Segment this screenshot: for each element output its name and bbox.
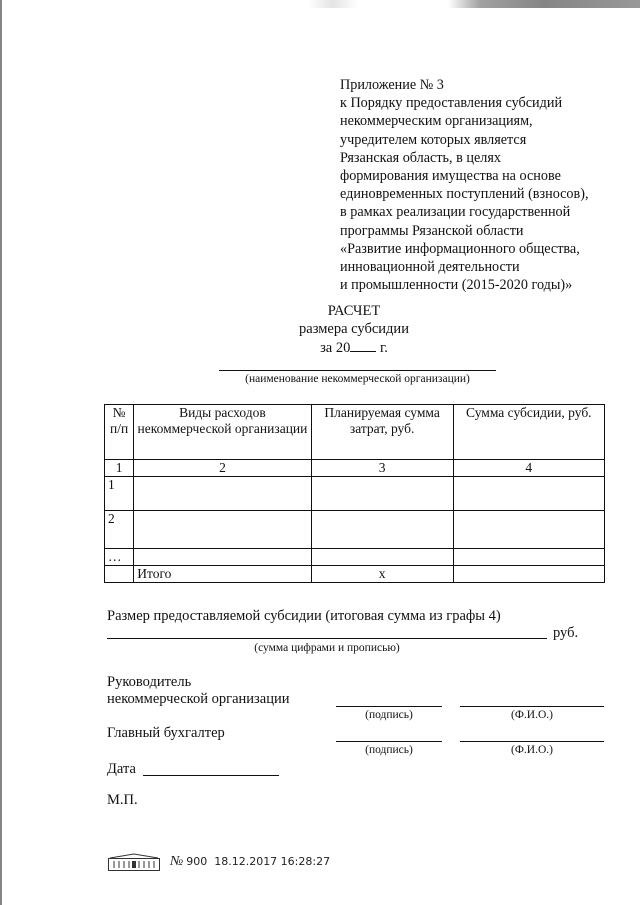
org-name-caption: (наименование некоммерческой организации) [245, 373, 470, 385]
appendix-line: некоммерческим организациям, [340, 113, 533, 130]
appendix-line: к Порядку предоставления субсидий [340, 95, 563, 112]
calculation-title: РАСЧЕТ [327, 303, 381, 319]
column-number: 3 [311, 460, 453, 477]
appendix-line: Приложение № 3 [340, 77, 444, 93]
appendix-line: инновационной деятельности [340, 259, 520, 276]
calculation-subtitle: размера субсидии [299, 321, 409, 337]
column-number-row [105, 460, 605, 477]
stamp-place-label: М.П. [107, 792, 138, 808]
scan-left-edge [0, 0, 2, 905]
year-blank[interactable] [350, 340, 376, 352]
appendix-line: в рамках реализации государственной [340, 204, 571, 221]
accountant-signature-caption: (подпись) [365, 744, 413, 756]
table-row [105, 511, 605, 549]
appendix-line: и промышленности (2015-2020 годы)» [340, 277, 573, 294]
registration-footer [108, 853, 330, 871]
table-row [105, 477, 605, 511]
table-cell [105, 566, 134, 583]
appendix-line: формирования имущества на основе [340, 168, 561, 185]
column-number: 2 [134, 460, 311, 477]
subsidy-amount-caption: (сумма цифрами и прописью) [254, 642, 400, 654]
head-signature-line[interactable] [336, 706, 442, 707]
column-number: 1 [105, 460, 134, 477]
appendix-block [340, 76, 620, 294]
year-prefix: за 20 [320, 340, 351, 356]
appendix-line: «Развитие информационного общества, [340, 240, 580, 257]
currency-label: руб. [553, 625, 579, 641]
header-cell: Сумма субсидии, руб. [453, 405, 604, 460]
expense-table [104, 404, 605, 583]
table-cell[interactable] [311, 477, 453, 511]
head-label-line2: некоммерческой организации [107, 691, 290, 707]
doc-datetime: 18.12.2017 16:28:27 [214, 855, 331, 868]
doc-number: 900 [186, 855, 208, 868]
calculation-year [34, 340, 640, 357]
accountant-name-caption: (Ф.И.О.) [511, 744, 553, 756]
table-cell[interactable] [134, 511, 311, 549]
row-number: … [105, 549, 134, 566]
table-cell[interactable] [311, 511, 453, 549]
appendix-line: единовременных поступлений (взносов), [340, 186, 589, 203]
row-number: 1 [105, 477, 134, 511]
head-name-line[interactable] [460, 706, 604, 707]
table-cell[interactable] [453, 549, 604, 566]
head-signature-caption: (подпись) [365, 709, 413, 721]
subsidy-amount-label: Размер предоставляемой субсидии (итоговая сумма из графы 4) [107, 608, 501, 624]
total-label: Итого [134, 566, 311, 583]
appendix-line: Рязанская область, в целях [340, 149, 501, 166]
total-subsidy-cell[interactable] [453, 566, 604, 583]
total-planned-mark: x [311, 566, 453, 583]
table-cell[interactable] [134, 477, 311, 511]
date-line[interactable] [143, 775, 279, 776]
header-cell: Планируемая сумма затрат, руб. [311, 405, 453, 460]
head-label-line1: Руководитель [107, 674, 192, 690]
table-cell[interactable] [311, 549, 453, 566]
header-cell: Виды расходов некоммерческой организации [134, 405, 311, 460]
number-mark: № [170, 854, 184, 869]
subsidy-amount-line[interactable] [107, 638, 547, 639]
appendix-line: учредителем которых является [340, 131, 527, 148]
date-label: Дата [107, 761, 136, 777]
table-header-row [105, 405, 605, 460]
accountant-label: Главный бухгалтер [107, 725, 225, 741]
government-building-icon [108, 853, 160, 871]
table-cell[interactable] [134, 549, 311, 566]
total-row [105, 566, 605, 583]
table-cell[interactable] [453, 477, 604, 511]
accountant-name-line[interactable] [460, 741, 604, 742]
column-number: 4 [453, 460, 604, 477]
year-suffix: г. [379, 340, 388, 356]
header-cell: № п/п [105, 405, 134, 460]
scan-top-edge [0, 0, 640, 8]
table-cell[interactable] [453, 511, 604, 549]
org-name-line[interactable] [219, 370, 496, 371]
head-name-caption: (Ф.И.О.) [511, 709, 553, 721]
row-number: 2 [105, 511, 134, 549]
table-row [105, 549, 605, 566]
appendix-line: программы Рязанской области [340, 222, 524, 239]
accountant-signature-line[interactable] [336, 741, 442, 742]
